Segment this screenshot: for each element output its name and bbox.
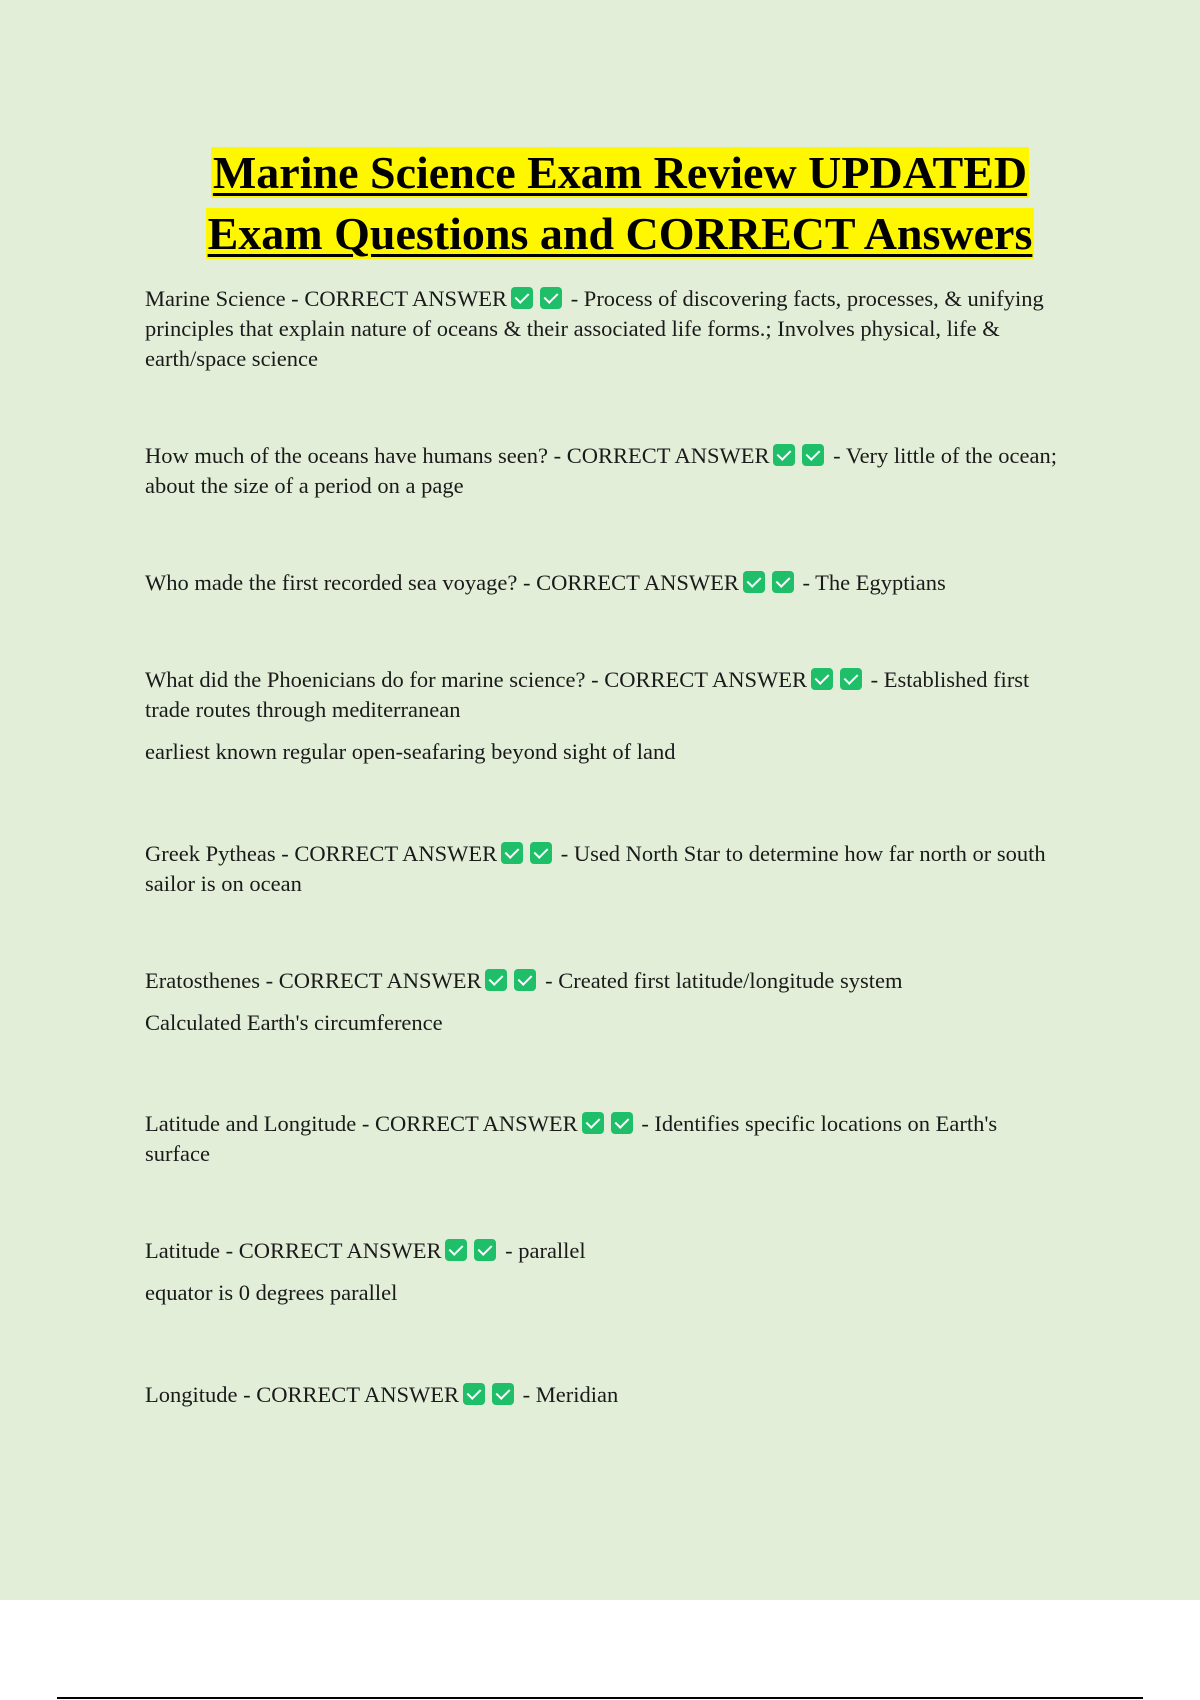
question-term: Eratosthenes -	[145, 968, 279, 993]
qa-line	[145, 568, 1065, 598]
question-term: Who made the first recorded sea voyage? -	[145, 570, 537, 595]
checkmark-icon	[743, 571, 765, 593]
answer-extra-line: equator is 0 degrees parallel	[145, 1280, 398, 1305]
correct-answer-label: CORRECT ANSWER	[238, 1238, 442, 1263]
question-term: Marine Science -	[145, 286, 305, 311]
correct-answer-label: CORRECT ANSWER	[374, 1111, 578, 1136]
question-term: Longitude -	[145, 1382, 257, 1407]
question-term: Greek Pytheas -	[145, 841, 295, 866]
question-term: Latitude and Longitude -	[145, 1111, 375, 1136]
qa-line	[145, 839, 1065, 899]
correct-answer-label: CORRECT ANSWER	[604, 667, 807, 692]
answer-text: - Meridian	[516, 1382, 619, 1407]
qa-item	[145, 966, 1065, 1038]
correct-answer-label: CORRECT ANSWER	[304, 286, 508, 311]
qa-item	[145, 284, 1065, 374]
qa-line	[145, 441, 1065, 501]
checkmark-icon	[802, 444, 824, 466]
qa-line	[145, 1236, 1065, 1266]
question-term: How much of the oceans have humans seen? -	[145, 443, 567, 468]
qa-line	[145, 1109, 1065, 1169]
checkmark-icon	[582, 1112, 604, 1134]
checkmark-icon	[811, 668, 833, 690]
answer-text: - Identifies specific locations on Earth's surface	[145, 1111, 998, 1166]
qa-item	[145, 1109, 1065, 1169]
qa-line	[145, 665, 1065, 725]
title-line-2: Exam Questions and CORRECT Answers	[207, 208, 1033, 259]
question-term: Latitude -	[145, 1238, 239, 1263]
title-line-1: Marine Science Exam Review UPDATED	[212, 147, 1028, 198]
correct-answer-label: CORRECT ANSWER	[278, 968, 482, 993]
checkmark-icon	[840, 668, 862, 690]
document-title	[0, 142, 1200, 264]
qa-item	[145, 568, 1065, 598]
checkmark-icon	[773, 444, 795, 466]
answer-extra-line: Calculated Earth's circumference	[145, 1010, 443, 1035]
checkmark-icon	[445, 1239, 467, 1261]
answer-extra-line: earliest known regular open-seafaring beyond sight of land	[145, 739, 676, 764]
qa-line	[145, 284, 1065, 374]
correct-answer-label: CORRECT ANSWER	[566, 443, 770, 468]
correct-answer-label: CORRECT ANSWER	[536, 570, 739, 595]
answer-text: - Very little of the ocean; about the size of a period on a page	[145, 443, 1057, 498]
checkmark-icon	[514, 969, 536, 991]
answer-text: - parallel	[499, 1238, 586, 1263]
answer-text: - Used North Star to determine how far north or south sailor is on ocean	[145, 841, 1046, 896]
checkmark-icon	[474, 1239, 496, 1261]
answer-text: - Created first latitude/longitude system	[539, 968, 903, 993]
footer-divider	[57, 1697, 1143, 1699]
qa-item	[145, 665, 1065, 767]
answer-text: - Process of discovering facts, processes, & unifying principles that explain nature of oceans & their associated life forms.; Involves physical, life & earth/space science	[145, 286, 1044, 371]
qa-item	[145, 441, 1065, 501]
correct-answer-label: CORRECT ANSWER	[256, 1382, 459, 1407]
qa-item	[145, 1236, 1065, 1308]
checkmark-icon	[463, 1383, 485, 1405]
checkmark-icon	[611, 1112, 633, 1134]
checkmark-icon	[492, 1383, 514, 1405]
qa-item	[145, 1380, 1065, 1410]
question-term: What did the Phoenicians do for marine science? -	[145, 667, 605, 692]
checkmark-icon	[540, 287, 562, 309]
checkmark-icon	[530, 842, 552, 864]
qa-line	[145, 966, 1065, 996]
checkmark-icon	[511, 287, 533, 309]
correct-answer-label: CORRECT ANSWER	[294, 841, 498, 866]
answer-text: - Established first trade routes through mediterranean	[145, 667, 1030, 722]
qa-item	[145, 839, 1065, 899]
checkmark-icon	[772, 571, 794, 593]
qa-line	[145, 1380, 1065, 1410]
checkmark-icon	[501, 842, 523, 864]
answer-text: - The Egyptians	[796, 570, 946, 595]
checkmark-icon	[485, 969, 507, 991]
